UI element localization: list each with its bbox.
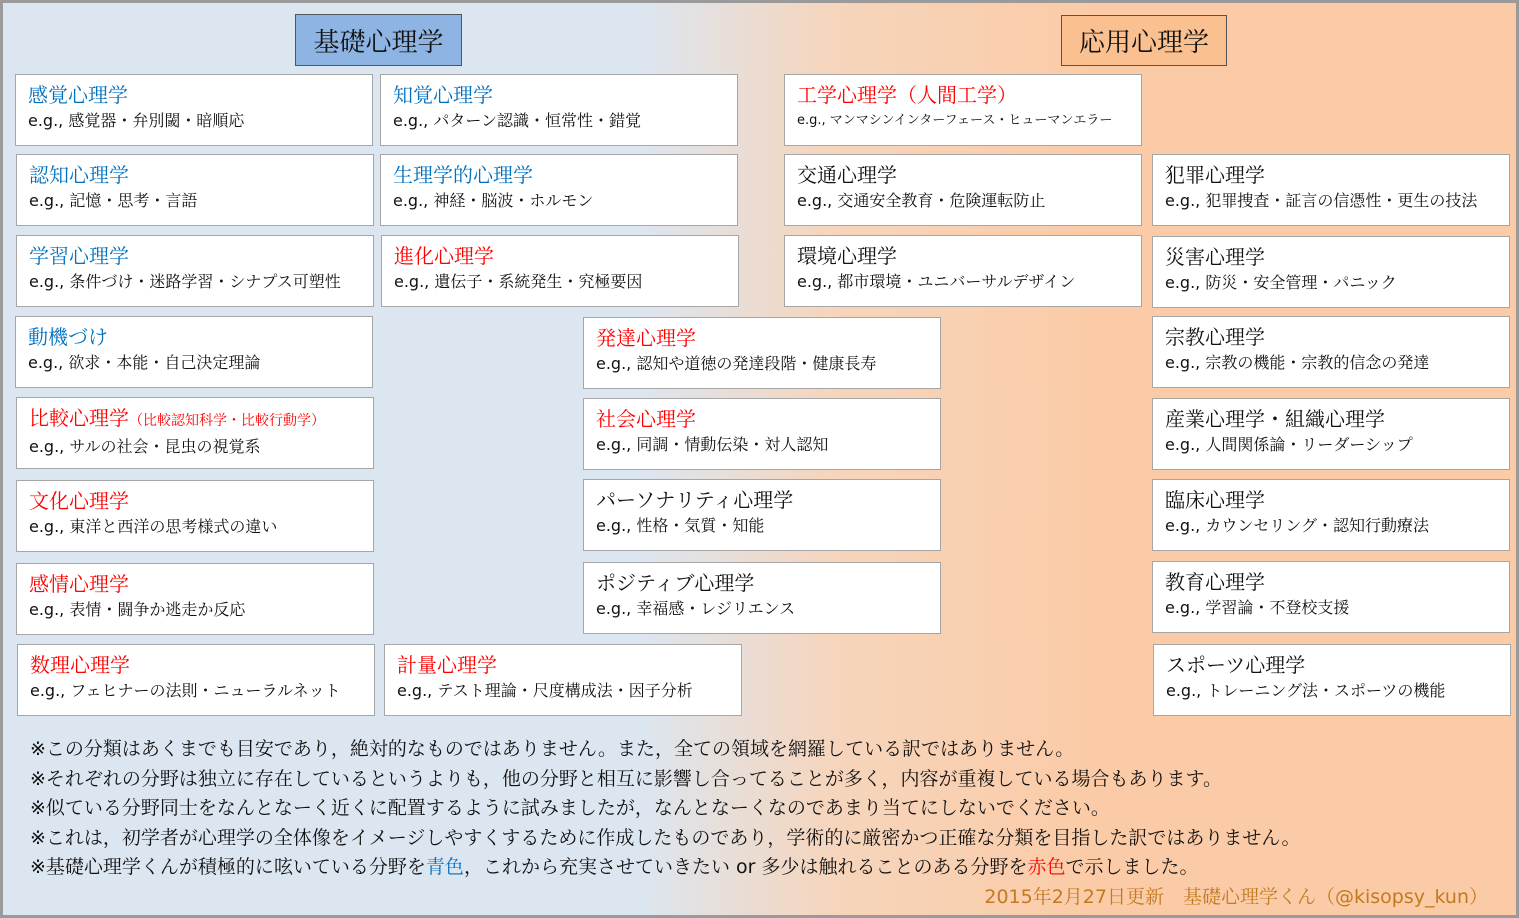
field-title: [1165, 162, 1509, 188]
field-title: [1165, 406, 1509, 432]
field-examples: e.g., 条件づけ・迷路学習・シナプス可塑性: [29, 272, 341, 291]
field-card-hanzai: [1152, 154, 1510, 226]
field-title: [797, 82, 1141, 108]
field-examples: e.g., 表情・闘争か逃走か反応: [29, 600, 246, 619]
field-title: [30, 652, 374, 678]
field-title: [29, 571, 373, 597]
field-examples: e.g., 神経・脳波・ホルモン: [393, 191, 594, 210]
field-examples: e.g., 人間関係論・リーダーシップ: [1165, 435, 1413, 454]
field-examples: e.g., 性格・気質・知能: [596, 516, 765, 535]
field-title-text: 進化心理学: [394, 244, 494, 268]
field-title-text: 臨床心理学: [1165, 488, 1265, 512]
field-card-shukyo: [1152, 316, 1510, 388]
field-title-text: 数理心理学: [30, 653, 130, 677]
field-card-kyoiku: [1152, 561, 1510, 633]
field-title-text: 感情心理学: [29, 572, 129, 596]
field-card-chikaku: [380, 74, 738, 146]
field-card-suri: [17, 644, 375, 716]
field-card-kankaku: [15, 74, 373, 146]
field-title: [28, 324, 372, 350]
field-examples: e.g., トレーニング法・スポーツの機能: [1166, 681, 1446, 700]
field-card-rinsho: [1152, 479, 1510, 551]
field-examples: e.g., 防災・安全管理・パニック: [1165, 273, 1397, 292]
field-card-hikaku: [16, 397, 374, 469]
field-examples: e.g., マンマシンインターフェース・ヒューマンエラー: [797, 113, 1113, 128]
field-title-text: 生理学的心理学: [393, 163, 533, 187]
field-examples: e.g., 交通安全教育・危険運転防止: [797, 191, 1046, 210]
field-title: [394, 243, 738, 269]
field-card-kanjo: [16, 563, 374, 635]
note-line: ※似ている分野同士をなんとなーく近くに配置するように試みましたが，なんとなーくなのであまり当てにしないでください。: [30, 797, 1110, 819]
field-title-text: 感覚心理学: [28, 83, 128, 107]
field-title-text: 認知心理学: [29, 163, 129, 187]
notes: [30, 735, 1490, 883]
update-credit: 2015年2月27日更新 基礎心理学くん（@kisopsy_kun）: [984, 886, 1488, 908]
color-legend-note: [30, 853, 1490, 883]
field-title-text: 文化心理学: [29, 489, 129, 513]
field-examples: e.g., 認知や道徳の発達段階・健康長寿: [596, 354, 877, 373]
field-title-text: 交通心理学: [797, 163, 897, 187]
field-title: [1165, 569, 1509, 595]
field-title-text: 宗教心理学: [1165, 325, 1265, 349]
field-examples: e.g., 幸福感・レジリエンス: [596, 599, 796, 618]
field-title: [596, 406, 940, 432]
field-title: [1165, 487, 1509, 513]
field-examples: e.g., 東洋と西洋の思考様式の違い: [29, 517, 278, 536]
field-examples: e.g., サルの社会・昆虫の視覚系: [29, 437, 261, 456]
field-examples: e.g., テスト理論・尺度構成法・因子分析: [397, 681, 693, 700]
field-title-text: 知覚心理学: [393, 83, 493, 107]
field-title: [28, 82, 372, 108]
legend-suffix: で示しました。: [1065, 856, 1199, 878]
note-line: ※これは，初学者が心理学の全体像をイメージしやすくするために作成したものであり，学術的に厳密かつ正確な分類を目指した訳ではありません。: [30, 826, 1301, 849]
field-card-hattatsu: [583, 317, 941, 389]
field-title: [1165, 244, 1509, 270]
field-title: [596, 487, 940, 513]
field-title-text: 発達心理学: [596, 326, 696, 350]
field-title-text: 社会心理学: [596, 407, 696, 431]
field-examples: e.g., パターン認識・恒常性・錯覚: [393, 111, 642, 130]
field-card-seiri: [380, 154, 738, 226]
field-examples: e.g., 犯罪捜査・証言の信憑性・更生の技法: [1165, 191, 1478, 210]
field-card-bunka: [16, 480, 374, 552]
field-card-gakushu: [16, 235, 374, 307]
field-title: [29, 405, 373, 434]
field-card-sports: [1153, 644, 1511, 716]
note-line: ※この分類はあくまでも目安であり，絶対的なものではありません。また，全ての領域を網羅している訳ではありません。: [30, 738, 1075, 760]
field-examples: e.g., 感覚器・弁別閾・暗順応: [28, 111, 245, 130]
field-examples: e.g., カウンセリング・認知行動療法: [1165, 516, 1430, 535]
legend-middle: ，これから充実させていきたい or 多少は触れることのある分野を: [463, 856, 1028, 878]
field-card-shakai: [583, 398, 941, 470]
field-examples: e.g., 都市環境・ユニバーサルデザイン: [797, 272, 1076, 291]
field-examples: e.g., 宗教の機能・宗教的信念の発達: [1165, 353, 1430, 372]
field-title-text: 産業心理学・組織心理学: [1165, 407, 1385, 431]
field-title: [797, 162, 1141, 188]
field-title: [29, 488, 373, 514]
field-examples: e.g., 遺伝子・系統発生・究極要因: [394, 272, 643, 291]
field-examples: e.g., 記憶・思考・言語: [29, 191, 198, 210]
field-title-text: 環境心理学: [797, 244, 897, 268]
field-title: [596, 570, 940, 596]
field-title-text: 学習心理学: [29, 244, 129, 268]
applied-psychology-header: 応用心理学: [1061, 15, 1227, 66]
legend-blue-word: 青色: [425, 856, 464, 878]
field-title: [1165, 324, 1509, 350]
field-title: [393, 162, 737, 188]
field-title: [397, 652, 741, 678]
field-title: [29, 243, 373, 269]
legend-prefix: ※基礎心理学くんが積極的に呟いている分野を: [30, 856, 426, 878]
field-subtitle: （比較認知科学・比較行動学）: [129, 413, 325, 429]
field-title-text: パーソナリティ心理学: [596, 488, 794, 512]
field-title: [1166, 652, 1510, 678]
field-card-kougaku: [784, 74, 1142, 146]
field-card-personality: [583, 479, 941, 551]
field-title-text: ポジティブ心理学: [596, 571, 755, 595]
field-card-ninchi: [16, 154, 374, 226]
field-title-text: 比較心理学: [29, 406, 129, 430]
field-examples: e.g., 学習論・不登校支援: [1165, 598, 1350, 617]
field-title-text: 犯罪心理学: [1165, 163, 1265, 187]
note-line: ※それぞれの分野は独立に存在しているというよりも，他の分野と相互に影響し合ってることが多く，内容が重複している場合もあります。: [30, 767, 1223, 790]
field-card-keiryo: [384, 644, 742, 716]
field-title-text: 計量心理学: [397, 653, 497, 677]
field-card-kankyo: [784, 235, 1142, 307]
field-card-douki: [15, 316, 373, 388]
field-title-text: 工学心理学（人間工学）: [797, 83, 1017, 107]
field-card-positive: [583, 562, 941, 634]
field-card-saigai: [1152, 236, 1510, 308]
field-title-text: 教育心理学: [1165, 570, 1265, 594]
field-title: [29, 162, 373, 188]
field-card-sangyo: [1152, 398, 1510, 470]
field-title-text: スポーツ心理学: [1166, 653, 1306, 677]
field-title: [596, 325, 940, 351]
field-card-koutsu: [784, 154, 1142, 226]
basic-psychology-header: 基礎心理学: [295, 14, 462, 66]
field-title: [797, 243, 1141, 269]
field-examples: e.g., 同調・情動伝染・対人認知: [596, 435, 829, 454]
field-title-text: 動機づけ: [28, 325, 108, 349]
field-title: [393, 82, 737, 108]
field-examples: e.g., 欲求・本能・自己決定理論: [28, 353, 261, 372]
field-title-text: 災害心理学: [1165, 245, 1265, 269]
field-card-shinka: [381, 235, 739, 307]
legend-red-word: 赤色: [1027, 856, 1066, 878]
field-examples: e.g., フェヒナーの法則・ニューラルネット: [30, 681, 341, 700]
